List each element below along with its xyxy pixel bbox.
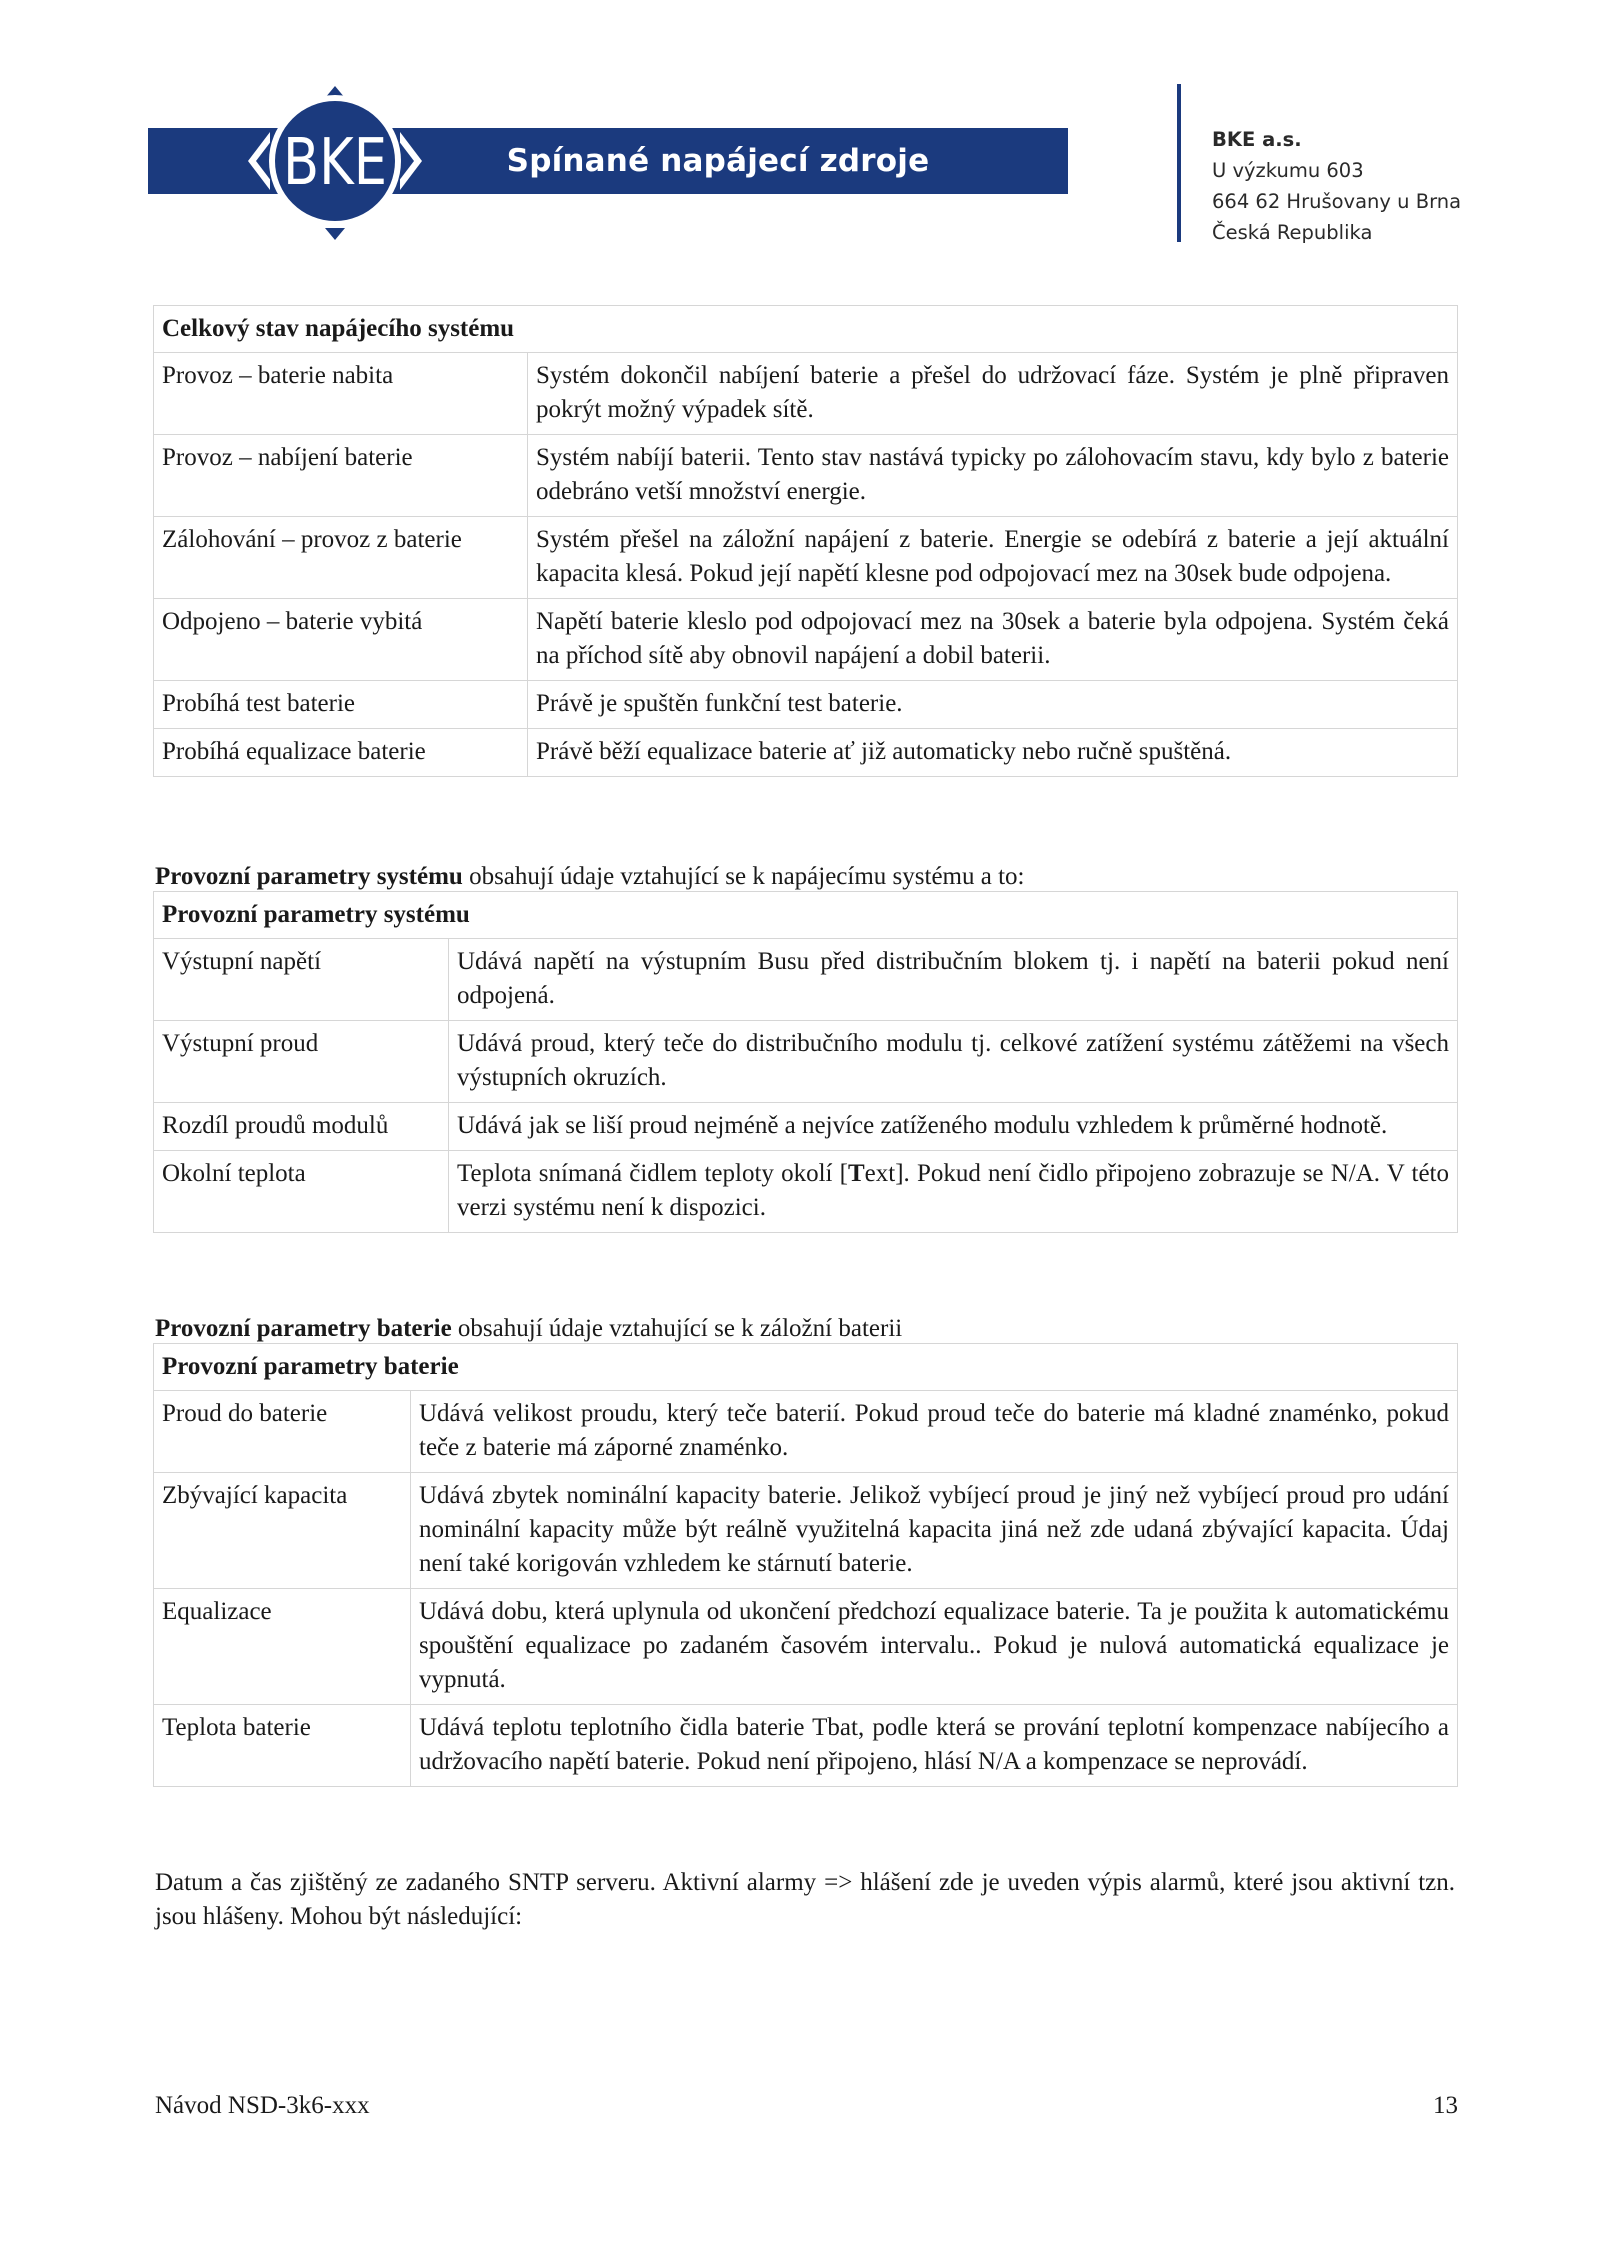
row-description: Udává dobu, která uplynula od ukončení předchozí equalizace baterie. Ta je použita k automatickému spouštění equalizace po zadaném časovém intervalu.. Pokud je nulová automatická equalizace je vypnutá. xyxy=(411,1589,1458,1705)
table-row xyxy=(154,1391,1458,1473)
header-band-title: Spínané napájecí zdroje xyxy=(506,143,930,179)
table-heading-row xyxy=(154,306,1458,353)
row-term: Odpojeno – baterie vybitá xyxy=(154,599,528,681)
footer-document-name: Návod NSD-3k6-xxx xyxy=(155,2092,370,2119)
intro-bold: Provozní parametry systému xyxy=(155,863,463,890)
row-description: Udává zbytek nominální kapacity baterie. Jelikož vybíjecí proud je jiný než vybíjecí proud pro udání nominální kapacity může být reálně využitelná kapacita jiná než zde udaná zbývající kapacita. Údaj není také korigován vzhledem ke stárnutí baterie. xyxy=(411,1473,1458,1589)
row-description: Právě běží equalizace baterie ať již automaticky nebo ručně spuštěná. xyxy=(528,729,1458,777)
bke-logo xyxy=(240,82,430,240)
row-description: Udává proud, který teče do distribučního modulu tj. celkové zatížení systému zátěžemi na všech výstupních okruzích. xyxy=(449,1021,1458,1103)
intro-bold: Provozní parametry baterie xyxy=(155,1315,452,1342)
system-params-intro xyxy=(155,860,1455,894)
row-description: Napětí baterie kleslo pod odpojovací mez na 30sek a baterie byla odpojena. Systém čeká na příchod sítě aby obnovil napájení a dobil baterii. xyxy=(528,599,1458,681)
row-term: Rozdíl proudů modulů xyxy=(154,1103,449,1151)
row-term: Provoz – nabíjení baterie xyxy=(154,435,528,517)
row-description: Udává velikost proudu, který teče baterií. Pokud proud teče do baterie má kladné znaménko, pokud teče z baterie má záporné znaménko. xyxy=(411,1391,1458,1473)
row-term: Teplota baterie xyxy=(154,1705,411,1787)
row-description: Systém nabíjí baterii. Tento stav nastává typicky po zálohovacím stavu, kdy bylo z baterie odebráno vetší množství energie. xyxy=(528,435,1458,517)
row-description xyxy=(449,1151,1458,1233)
row-term: Okolní teplota xyxy=(154,1151,449,1233)
table-row xyxy=(154,517,1458,599)
table-row xyxy=(154,1589,1458,1705)
company-address xyxy=(1212,124,1461,248)
table-row xyxy=(154,435,1458,517)
desc-bold-part: T xyxy=(847,1160,865,1187)
row-term: Výstupní napětí xyxy=(154,939,449,1021)
battery-params-table xyxy=(153,1343,1458,1787)
table-row xyxy=(154,1021,1458,1103)
battery-params-intro xyxy=(155,1312,1455,1346)
system-params-table xyxy=(153,891,1458,1233)
row-term: Proud do baterie xyxy=(154,1391,411,1473)
datetime-alarms-paragraph: Datum a čas zjištěný ze zadaného SNTP serveru. Aktivní alarmy => hlášení zde je uveden výpis alarmů, které jsou aktivní tzn. jsou hlášeny. Mohou být následující: xyxy=(155,1869,1455,1930)
row-term: Probíhá equalizace baterie xyxy=(154,729,528,777)
table-heading: Provozní parametry baterie xyxy=(154,1344,1458,1391)
intro-text: obsahují údaje vztahující se k napájecímu systému a to: xyxy=(462,863,1025,890)
row-description: Udává teplotu teplotního čidla baterie Tbat, podle která se prování teplotní kompenzace nabíjecího a udržovacího napětí baterie. Pokud není připojeno, hlásí N/A a kompenzace se neprovádí. xyxy=(411,1705,1458,1787)
table-row xyxy=(154,1473,1458,1589)
svg-text:BKE: BKE xyxy=(283,126,387,200)
table-row xyxy=(154,681,1458,729)
table-row xyxy=(154,1103,1458,1151)
company-name: BKE a.s. xyxy=(1212,128,1302,151)
row-description: Systém přešel na záložní napájení z baterie. Energie se odebírá z baterie a její aktuální kapacita klesá. Pokud její napětí klesne pod odpojovací mez na 30sek bude odpojena. xyxy=(528,517,1458,599)
row-description: Systém dokončil nabíjení baterie a přešel do udržovací fáze. Systém je plně připraven pokrýt možný výpadek sítě. xyxy=(528,353,1458,435)
table-row xyxy=(154,1151,1458,1233)
table-heading-row xyxy=(154,892,1458,939)
row-description: Udává napětí na výstupním Busu před distribučním blokem tj. i napětí na baterii pokud není odpojená. xyxy=(449,939,1458,1021)
row-description: Právě je spuštěn funkční test baterie. xyxy=(528,681,1458,729)
intro-text: obsahují údaje vztahující se k záložní baterii xyxy=(451,1315,903,1342)
table-row xyxy=(154,729,1458,777)
row-term: Equalizace xyxy=(154,1589,411,1705)
system-status-table xyxy=(153,305,1458,777)
row-term: Zálohování – provoz z baterie xyxy=(154,517,528,599)
table-row xyxy=(154,939,1458,1021)
table-row xyxy=(154,353,1458,435)
table-heading-row xyxy=(154,1344,1458,1391)
footer-page-number: 13 xyxy=(1433,2092,1458,2119)
header-divider xyxy=(1177,84,1181,242)
page-header xyxy=(0,0,1600,260)
table-row xyxy=(154,1705,1458,1787)
row-term: Probíhá test baterie xyxy=(154,681,528,729)
row-description: Udává jak se liší proud nejméně a nejvíce zatíženého modulu vzhledem k průměrné hodnotě. xyxy=(449,1103,1458,1151)
table-heading: Celkový stav napájecího systému xyxy=(154,306,1458,353)
row-term: Zbývající kapacita xyxy=(154,1473,411,1589)
row-term: Provoz – baterie nabita xyxy=(154,353,528,435)
table-heading: Provozní parametry systému xyxy=(154,892,1458,939)
desc-part: ext]. Pokud není čidlo připojeno zobrazuje se N/A. V této verzi systému není k dispozici. xyxy=(457,1160,1449,1221)
row-term: Výstupní proud xyxy=(154,1021,449,1103)
desc-part: Teplota snímaná čidlem teploty okolí [ xyxy=(457,1160,848,1187)
company-street: U výzkumu 603 xyxy=(1212,159,1364,182)
company-city: 664 62 Hrušovany u Brna xyxy=(1212,190,1462,213)
company-country: Česká Republika xyxy=(1212,221,1373,244)
table-row xyxy=(154,599,1458,681)
